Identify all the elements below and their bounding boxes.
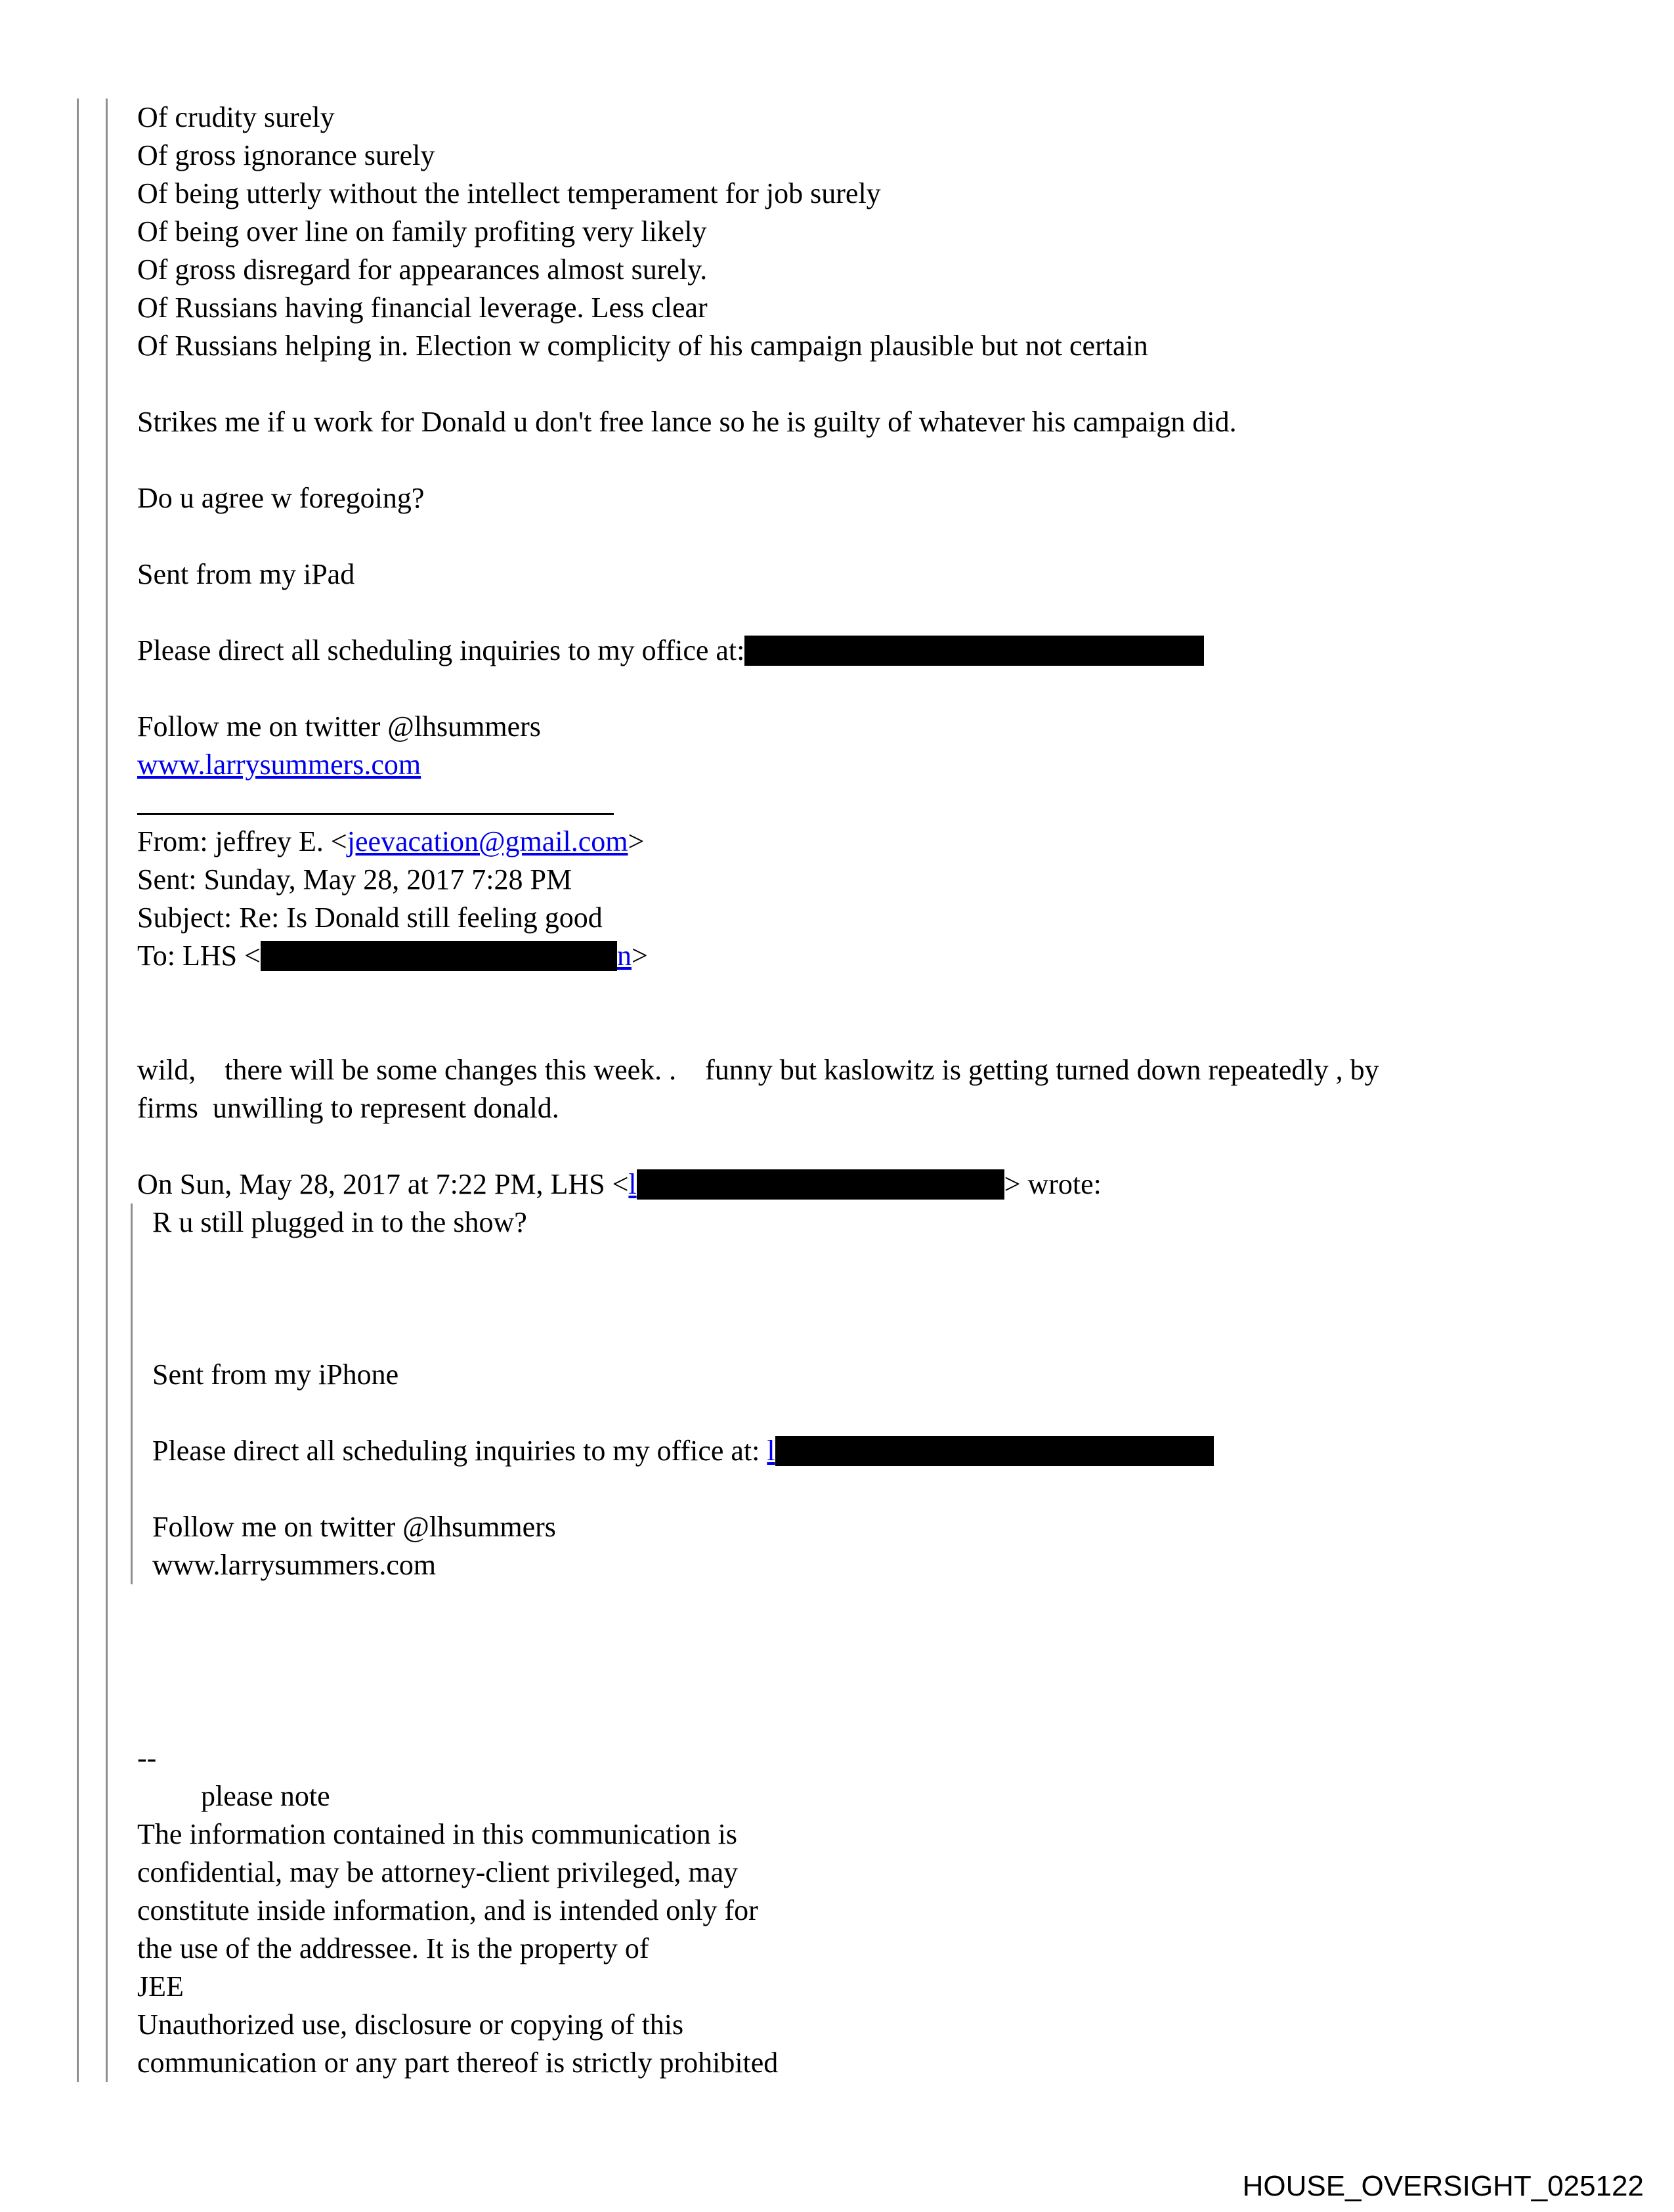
- on-sun-suffix: > wrote:: [1004, 1168, 1102, 1200]
- inner-sched-partial-email[interactable]: l: [767, 1435, 775, 1467]
- opinion-line: Of crudity surely: [137, 101, 335, 133]
- quote-level-1: [77, 98, 1635, 2082]
- to-suffix: >: [631, 940, 648, 972]
- on-sun-text: On Sun, May 28, 2017 at 7:22 PM, LHS <: [137, 1168, 629, 1200]
- redaction-bar: [637, 1169, 1004, 1200]
- signature-note: please note: [201, 1780, 330, 1812]
- sent-from-ipad: Sent from my iPad: [137, 558, 355, 590]
- redaction-bar: [261, 941, 617, 971]
- opinion-line: Of Russians having financial leverage. Less clear: [137, 292, 708, 324]
- inner-scheduling-text: Please direct all scheduling inquiries to my office at:: [152, 1435, 767, 1467]
- to-line: [137, 937, 1635, 975]
- wild-paragraph-line: firms unwilling to represent donald.: [137, 1092, 559, 1124]
- quote-level-2: [106, 98, 1635, 2082]
- quote-level-3: [131, 1204, 1635, 1584]
- to-label: To: LHS <: [137, 940, 261, 972]
- opinion-line: Of being utterly without the intellect temperament for job surely: [137, 177, 881, 209]
- scheduling-line: [137, 632, 1635, 670]
- inner-twitter-line: Follow me on twitter @lhsummers: [152, 1511, 556, 1543]
- opinion-line: Of gross ignorance surely: [137, 139, 435, 171]
- signature-line: JEE: [137, 1970, 184, 2003]
- opinion-line: Of Russians helping in. Election w complicity of his campaign plausible but not certain: [137, 330, 1148, 362]
- email-document-page: [0, 98, 1635, 2082]
- opinion-line: Of being over line on family profiting very likely: [137, 215, 707, 248]
- from-suffix: >: [628, 825, 645, 857]
- sent-line: Sent: Sunday, May 28, 2017 7:28 PM: [137, 863, 572, 896]
- signature-line: the use of the addressee. It is the property of: [137, 1932, 649, 1964]
- to-partial-email[interactable]: n: [616, 940, 632, 972]
- strikes-paragraph: Strikes me if u work for Donald u don't free lance so he is guilty of whatever his campaign did.: [137, 406, 1237, 438]
- sent-from-iphone: Sent from my iPhone: [152, 1358, 399, 1391]
- signature-line: Unauthorized use, disclosure or copying of this: [137, 2008, 684, 2041]
- inner-scheduling-line: [152, 1432, 1635, 1470]
- signature-line: The information contained in this communication is: [137, 1818, 738, 1850]
- signature-dashes: --: [137, 1742, 157, 1774]
- from-email-link[interactable]: jeevacation@gmail.com: [347, 825, 628, 857]
- inner-website: www.larrysummers.com: [152, 1549, 437, 1581]
- signature-line: communication or any part thereof is strictly prohibited: [137, 2047, 779, 2079]
- redaction-bar: [775, 1436, 1214, 1466]
- plugged-question: R u still plugged in to the show?: [152, 1206, 527, 1238]
- wild-paragraph-line: wild, there will be some changes this week. . funny but kaslowitz is getting turned down repeatedly , by: [137, 1054, 1379, 1086]
- from-label: From: jeffrey E. <: [137, 825, 347, 857]
- scheduling-text: Please direct all scheduling inquiries to my office at:: [137, 634, 745, 666]
- bates-number: HOUSE_OVERSIGHT_025122: [1242, 2170, 1644, 2202]
- on-sun-partial-email[interactable]: l: [628, 1168, 637, 1200]
- signature-line: confidential, may be attorney-client privileged, may: [137, 1856, 739, 1888]
- redaction-bar: [744, 636, 1204, 666]
- from-line: [137, 823, 1635, 861]
- opinion-line: Of gross disregard for appearances almost surely.: [137, 253, 708, 286]
- larrysummers-link[interactable]: www.larrysummers.com: [137, 748, 421, 781]
- twitter-line: Follow me on twitter @lhsummers: [137, 710, 541, 743]
- on-sun-line: [137, 1165, 1635, 1204]
- agree-paragraph: Do u agree w foregoing?: [137, 482, 425, 514]
- separator-line: [137, 784, 614, 815]
- subject-line: Subject: Re: Is Donald still feeling good: [137, 901, 603, 934]
- signature-line: constitute inside information, and is intended only for: [137, 1894, 758, 1926]
